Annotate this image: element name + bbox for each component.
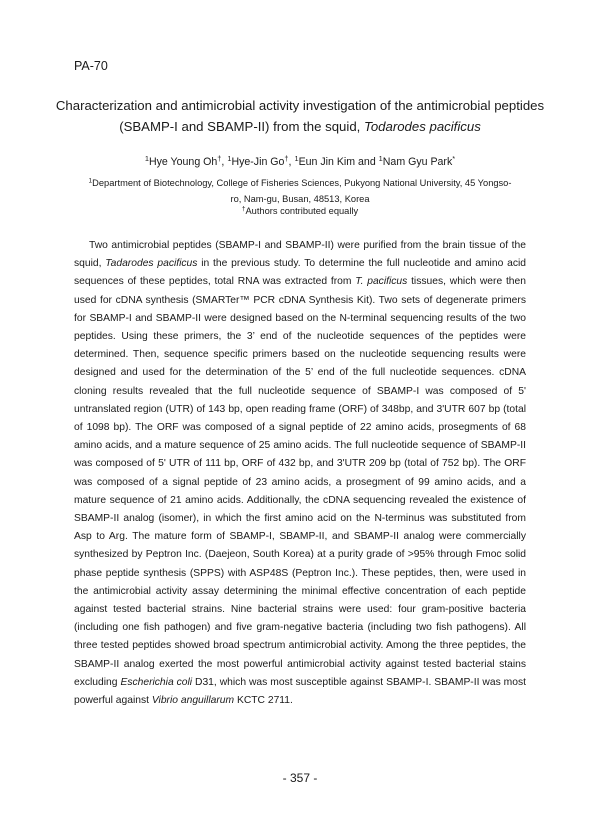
abstract-text: Two antimicrobial peptides (SBAMP-I and SBAMP-II) were purified from the brain tissue of the squid, <box>74 240 526 270</box>
title-line-2: (SBAMP-I and SBAMP-II) from the squid, <box>119 119 364 134</box>
author-name: Hye-Jin Go <box>231 156 285 168</box>
author-affil-marker: 1 <box>378 153 383 163</box>
abstract-text: KCTC 2711. <box>234 695 293 707</box>
page-number: - 357 - <box>282 771 318 785</box>
paper-title <box>40 95 560 137</box>
author-equal-marker: † <box>217 153 222 163</box>
author-affil-marker: 1 <box>294 153 299 163</box>
author-name: Hye Young Oh <box>148 156 218 168</box>
affiliation-marker: 1 <box>88 177 93 185</box>
author-name: Eun Jin Kim <box>298 156 356 168</box>
affiliation-text: Department of Biotechnology, College of Fisheries Sciences, Pukyong National University, 45 Yongso-ro, Nam-gu, Busan, 48513, Korea <box>92 178 512 204</box>
affiliation <box>84 175 516 207</box>
title-line-1: Characterization and antimicrobial activity investigation of the antimicrobial peptides <box>55 98 545 113</box>
equal-contribution-note <box>40 206 560 216</box>
species-name: Vibrio anguillarum <box>151 695 235 707</box>
abstract-text: tissues, which were then used for cDNA synthesis (SMARTer™ PCR cDNA Synthesis Kit). Two sets of degenerate primers for SBAMP-I and SBAMP-II were designed based on the N-terminal sequencing results of the two peptides. Using these primers, the 3’ end of the nucleotide sequences of the peptides were determined. Then, sequence specific primers based on the nucleotide sequencing results were designed and used for the determination of the 5’ end of the full nucleotide sequences. cDNA cloning results revealed that the full nucleotide sequence of SBAMP-I was composed of 5' untranslated region (UTR) of 143 bp, open reading frame (ORF) of 348bp, and 3'UTR 607 bp (total of 1098 bp). The ORF was composed of a signal peptide of 22 amino acids, prosegments of 68 amino acids, and a mature sequence of 25 amino acids. The full nucleotide sequence of SBAMP-II was composed of 5' UTR of 111 bp, ORF of 432 bp, and 3'UTR 209 bp (total of 752 bp). The ORF was composed of a signal peptide of 23 amino acids, a prosegment of 99 amino acids, and a mature sequence of 21 amino acids. Additionally, the cDNA sequencing revealed the existence of SBAMP-II analog (isomer), in which the first amino acid on the N-terminus was substituted from Asp to Arg. The mature form of SBAMP-I, SBAMP-II, and SBAMP-II analog were commercially synthesized by Peptron Inc. (Daejeon, South Korea) at a purity grade of >95% through Fmoc solid phase peptide synthesis (SPPS) with ASP48S (Peptron Inc.). These peptides, then, were used in the antimicrobial activity assay determining the minimal effective concentration of each peptide against tested bacterial strains. Nine bacterial strains were used: four gram-positive bacteria (including one fish pathogen) and five gram-negative bacteria (including two fish pathogens). All three tested peptides showed broad spectrum antimicrobial activity. Among the three peptides, the SBAMP-II analog exerted the most powerful antimicrobial activity against tested bacterial stains excluding <box>74 276 526 688</box>
abstract-text: in the previous study. To determine the full nucleotide and amino acid sequences of these peptides, total RNA was extracted from <box>74 258 526 288</box>
species-name: Tadarodes pacificus <box>105 258 198 270</box>
note-text: Authors contributed equally <box>245 206 359 216</box>
abstract-body <box>74 237 526 710</box>
abstract-text: D31, which was most susceptible against SBAMP-I. SBAMP-II was most powerful against <box>74 676 526 707</box>
author-affil-marker: 1 <box>227 153 232 163</box>
species-name: Escherichia coli <box>120 676 193 688</box>
author-name: Nam Gyu Park <box>382 156 453 168</box>
author-and: and <box>355 156 379 168</box>
author-equal-marker: † <box>284 153 289 163</box>
species-name: T. pacificus <box>355 276 408 288</box>
title-species: Todarodes pacificus <box>363 119 481 134</box>
author-affil-marker: 1 <box>144 153 149 163</box>
author-list: $^1$Hye Young Oh†, $^1$Hye-Jin Go†, $^1$Eun Jin Kim and $^1$Nam Gyu Park* <box>144 153 456 168</box>
abstract-code: PA-70 <box>74 59 108 73</box>
note-marker: † <box>241 205 246 213</box>
corresponding-marker: * <box>452 153 456 163</box>
